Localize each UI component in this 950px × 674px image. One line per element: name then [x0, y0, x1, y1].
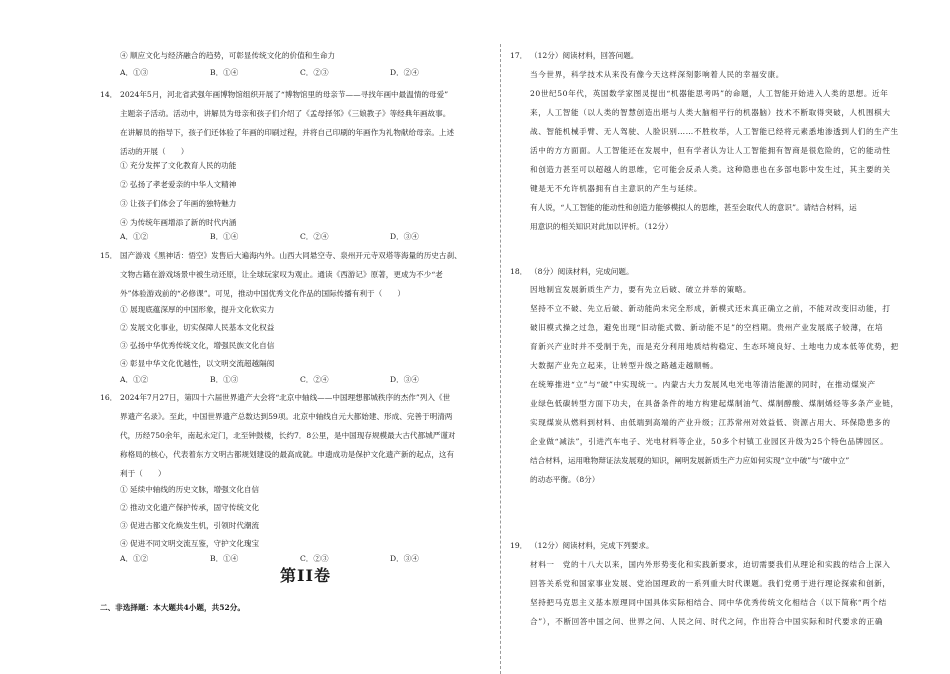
q17-line-5: 活中的方方面面。人工智能还在发展中，但有学者认为让人工智能拥有智商是很危险的，它的能动性	[530, 146, 891, 155]
q14-item-3: ③ 让孩子们体会了年画的独特魅力	[120, 199, 237, 208]
q16-line-2: 界遗产名录》。至此，中国世界遗产总数达到59项。北京中轴线自元大都始建、形成、完善于明清两	[120, 412, 453, 421]
q16-line-5: 利于（ ）	[120, 469, 166, 478]
q15-item-1: ① 展现底蕴深厚的中国形象，提升文化软实力	[120, 305, 275, 314]
q17-line-8: 有人说，“人工智能的能动性和创造力能够模拟人的思维，甚至会取代人的意识”。请结合材料，运	[530, 203, 857, 212]
q15-item-3: ③ 弘扬中华优秀传统文化，增强民族文化自信	[120, 341, 275, 350]
q18-line-1: 因地制宜发展新质生产力，要有先立后破、破立并举的策略。	[530, 285, 752, 294]
q14-item-2: ② 弘扬了孝老爱亲的中华人文精神	[120, 180, 237, 189]
q18-line-6: 在统筹推进“立”与“破”中实现统一。内蒙古大力发展风电光电等清洁能源的同时，在推动煤炭产	[530, 380, 876, 389]
q18-line-11: 的动态平衡。（8分）	[530, 475, 600, 484]
q17-line-3: 来，人工智能（以人类的智慧创造出堪与人类大脑相平行的机器脑）技术不断取得突破，人机围棋大	[530, 108, 891, 117]
q16-item-4: ④ 促进不同文明交流互鉴，守护文化瑰宝	[120, 539, 260, 548]
q14-option-a: A．①②	[120, 232, 149, 241]
q14-line-4: 活动的开展（ ）	[120, 147, 189, 156]
q16-option-b: B．①④	[210, 554, 239, 563]
q18-line-8: 实现煤炭从燃料到材料、由低端到高端的产业升级；江苏常州对效益低、资源占用大、环保隐患多的	[530, 418, 891, 427]
q18-line-5: 大数据产业先立起来，让转型升级之路越走越顺畅。	[530, 361, 719, 370]
q16-option-a: A．①②	[120, 554, 149, 563]
q14-item-1: ① 充分发挥了文化教育人民的功能	[120, 161, 237, 170]
q18-line-9: 企业做“减法”，引进汽车电子、光电材料等企业，50多个村镇工业园区升级为25个特色品牌园区。	[530, 437, 889, 446]
q16-number: 16．	[100, 393, 118, 402]
q17-line-7: 键是无不允许机器拥有自主意识的产生与延续。	[530, 184, 703, 193]
q15-option-a: A．①②	[120, 375, 149, 384]
q13-item-4: ④ 顺应文化与经济融合的趋势，可彰显传统文化的价值和生命力	[120, 51, 336, 60]
q16-option-d: D．③④	[390, 554, 419, 563]
q14-option-c: C．②④	[300, 232, 329, 241]
q15-option-b: B．①③	[210, 375, 239, 384]
q15-item-2: ② 发展文化事业，切实保障人民基本文化权益	[120, 323, 275, 332]
q18-line-2: 坚持不立不破、先立后破、新动能尚未完全形成，新模式还未真正确立之前，不能对改变旧动能，打	[530, 304, 891, 313]
q14-item-4: ④ 为传统年画增添了新的时代内涵	[120, 218, 237, 227]
q19-header: （12分）阅读材料，完成下列要求。	[530, 541, 654, 550]
q16-item-2: ② 推动文化遗产保护传承，固守传统文化	[120, 503, 260, 512]
q14-line-1: 2024年5月，河北省武强年画博物馆组织开展了“博物馆里的母亲节——寻找年画中最温情的母爱”	[120, 90, 449, 99]
part-2-title: 第II卷	[280, 566, 331, 585]
q14-option-b: B．①④	[210, 232, 239, 241]
q16-line-4: 称格局的核心，代表着东方文明古都规划建设的最高成就。申遗成功是保护文化遗产新的起点，这有	[120, 450, 455, 459]
q14-line-3: 在讲解员的指导下，孩子们还体验了年画的印刷过程，并将自己印刷的年画作为礼物献给母亲。上述	[120, 128, 455, 137]
q15-line-3: 外”体验游戏前的“必修课”。可见，推动中国优秀文化作品的国际传播有利于（ ）	[120, 289, 406, 298]
q16-item-3: ③ 促进古都文化焕发生机，引领时代潮流	[120, 521, 260, 530]
q18-header: （8分）阅读材料，完成问题。	[530, 267, 634, 276]
q18-line-3: 破旧模式操之过急，避免出现“旧动能式微、新动能不足”的空档期。贵州产业发展底子较薄，在培	[530, 323, 884, 332]
q17-line-6: 和创造力甚至可以超越人的思维，它可能会反杀人类。这种隐患也在多部电影中发生过，其主要的关	[530, 165, 891, 174]
q13-option-a: A．①③	[120, 68, 149, 77]
q13-option-b: B．①④	[210, 68, 239, 77]
q19-number: 19．	[510, 541, 528, 550]
column-divider	[500, 44, 501, 674]
q17-line-2: 20世纪50年代，英国数学家图灵提出“机器能思考吗”的命题，人工智能开始进入人类的思想。近年	[530, 89, 889, 98]
q18-line-7: 业绿色低碳转型方面下功夫，在具备条件的地方构建起煤制油气、煤制醇酸、煤制烯烃等多条产业链，	[530, 399, 899, 408]
q19-line-3: 坚持把马克思主义基本原理同中国具体实际相结合、同中华优秀传统文化相结合（以下简称“两个结	[530, 598, 887, 607]
q17-line-9: 用意识的相关知识对此加以评析。（12分）	[530, 222, 673, 231]
q13-options	[120, 63, 480, 83]
q15-number: 15．	[100, 251, 118, 260]
q19-line-1: 材料一 党的十八大以来，国内外形势变化和实践新要求，迫切需要我们从理论和实践的结合上深入	[530, 560, 891, 569]
q14-line-2: 主题亲子活动。活动中，讲解员为母亲和孩子们介绍了《孟母择邻》《三娘教子》等经典年画故事。	[120, 109, 451, 118]
q18-line-10: 结合材料，运用唯物辩证法发展观的知识，阐明发展新质生产力应如何实现“立中破”与“破中立”	[530, 456, 850, 465]
q17-header: （12分）阅读材料，回答问题。	[530, 51, 639, 60]
q16-line-1: 2024年7月27日，第四十六届世界遗产大会将“北京中轴线——中国理想都城秩序的杰作”列入《世	[120, 393, 451, 402]
q15-line-1: 国产游戏《黑神话：悟空》发售后大遍海内外。山西大同悬空寺、泉州开元寺双塔等海量的历史古刹、	[120, 251, 462, 260]
q16-option-c: C．②③	[300, 554, 329, 563]
section-2-header: 二、非选择题：本大题共4小题，共52分。	[100, 603, 245, 612]
q15-option-d: D．③④	[390, 375, 419, 384]
q17-line-1: 当今世界，科学技术从来没有像今天这样深刻影响着人民的幸福安康。	[530, 70, 785, 79]
q15-options	[120, 370, 480, 390]
q14-number: 14．	[100, 90, 118, 99]
q18-number: 18．	[510, 267, 528, 276]
q14-options	[120, 227, 480, 247]
q17-line-4: 战、智能机械手臂、无人驾驶、人脸识别……不胜枚举，人工智能已经将元素悉地渗透到人们的生产生	[530, 127, 899, 136]
q18-line-4: 育新兴产业时并不受制于先，而是充分利用地质结构稳定、生态环境良好、土地电力成本低等优势，把	[530, 342, 899, 351]
q16-line-3: 代，历经750余年，南起永定门，北至钟鼓楼，长约7．8公里，是中国现存规模最大古代都城严谨对	[120, 431, 456, 440]
q14-option-d: D．③④	[390, 232, 419, 241]
q13-option-c: C．②③	[300, 68, 329, 77]
q19-line-4: 合”），不断回答中国之问、世界之问、人民之问、时代之问，作出符合中国实际和时代要求的正确	[530, 617, 884, 626]
q15-item-4: ④ 彰显中华文化优越性，以文明交流超越隔阂	[120, 359, 275, 368]
q19-line-2: 回答关系党和国家事业发展、党治国理政的一系列重大时代课题。我们党勇于进行理论探索和创新，	[530, 579, 891, 588]
q15-option-c: C．②④	[300, 375, 329, 384]
q15-line-2: 文物古籍在游戏场景中被生动还原，让全球玩家叹为观止。通读《西游记》原著，更成为不少“老	[120, 270, 443, 279]
q17-number: 17．	[510, 51, 528, 60]
q13-option-d: D．②④	[390, 68, 419, 77]
q16-item-1: ① 延续中轴线的历史文脉，增强文化自信	[120, 485, 260, 494]
